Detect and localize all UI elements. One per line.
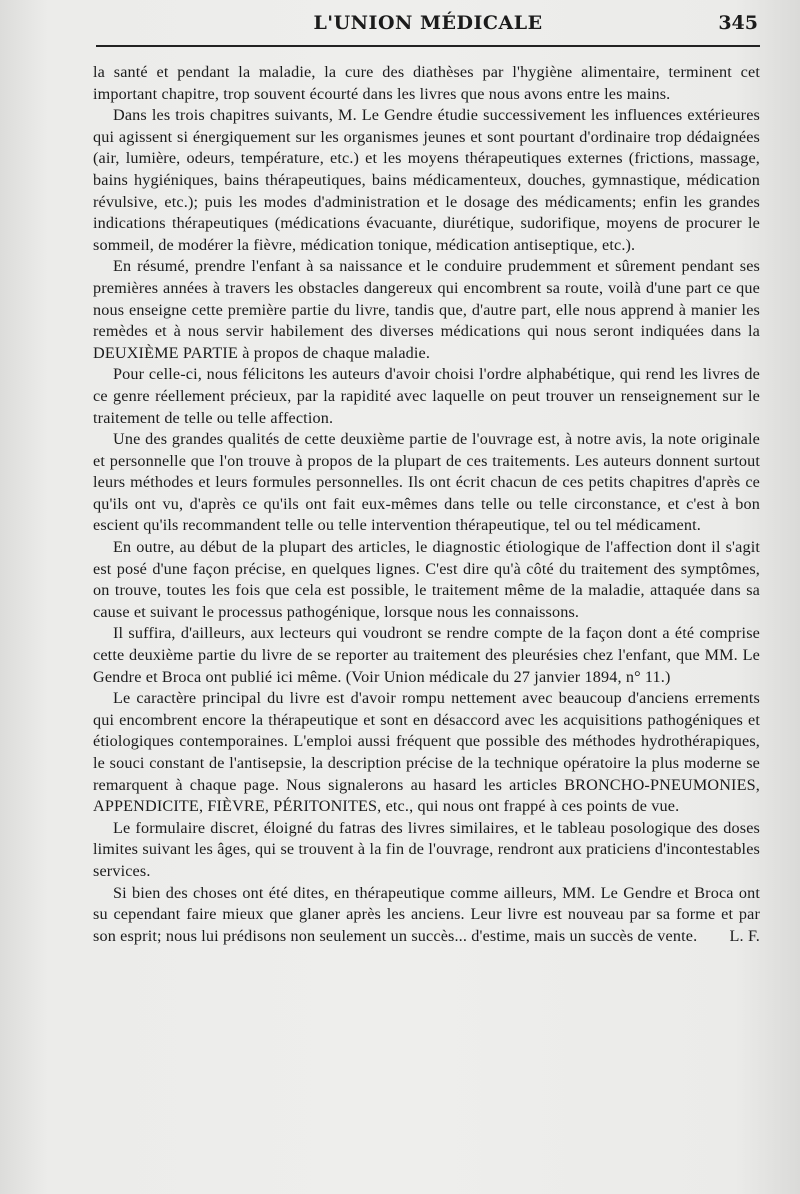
paragraph: En résumé, prendre l'enfant à sa naissance et le conduire prudemment et sûrement pendant ses premières années à travers les obstacles dangereux qui encombrent sa route, voilà d'une part ce que nous enseigne cette première partie du livre, tandis que, d'autre part, elle nous apprend à manier les remèdes et à nous servir habilement des diverses médications qui nous seront indiquées dans la DEUXIÈME PARTIE à propos de chaque maladie.	[93, 257, 760, 362]
paragraph: Le caractère principal du livre est d'avoir rompu nettement avec beaucoup d'anciens errements qui encombrent encore la thérapeutique et sont en désaccord avec les acquisitions pathogéniques et étiologiques contemporaines. L'emploi aussi fréquent que possible des méthodes hydrothérapiques, le souci constant de l'antisepsie, la description précise de la technique opératoire la plus moderne se remarquent à chaque page. Nous signalerons au hasard les articles BRONCHO-PNEUMONIES, APPENDICITE, FIÈVRE, PÉRITONITES, etc., qui nous ont frappé à ces points de vue.	[93, 689, 760, 816]
paragraph: Pour celle-ci, nous félicitons les auteurs d'avoir choisi l'ordre alphabétique, qui rend les livres de ce genre réellement précieux, par la rapidité avec laquelle on peut trouver un renseignement sur le traitement de telle ou telle affection.	[93, 365, 760, 427]
article-body	[93, 62, 760, 947]
running-title: L'UNION MÉDICALE	[313, 12, 543, 34]
paragraph: la santé et pendant la maladie, la cure des diathèses par l'hygiène alimentaire, terminent cet important chapitre, trop souvent écourté dans les livres que nous avons entre les mains.	[93, 63, 760, 103]
paragraph: Le formulaire discret, éloigné du fatras des livres similaires, et le tableau posologique des doses limites suivant les âges, qui se trouvent à la fin de l'ouvrage, rendront aux praticiens d'incontestables services.	[93, 818, 760, 880]
paragraph: Une des grandes qualités de cette deuxième partie de l'ouvrage est, à notre avis, la note originale et personnelle que l'on trouve à propos de la plupart de ces traitements. Les auteurs donnent surtout leurs méthodes et leurs formules personnelles. Ils ont écrit chacun de ces petits chapitres d'après ce qu'ils ont vu, d'après ce qu'ils ont fait eux-mêmes dans telle ou telle circonstance, et c'est à bon escient qu'ils recommandent telle ou telle intervention thérapeutique, tel ou tel médicament.	[93, 430, 760, 535]
author-signature: L. F.	[729, 926, 760, 945]
page-number: 345	[718, 12, 758, 34]
paragraph: Il suffira, d'ailleurs, aux lecteurs qui voudront se rendre compte de la façon dont a été comprise cette deuxième partie du livre de se reporter au traitement des pleurésies chez l'enfant, que MM. Le Gendre et Broca ont publié ici même. (Voir Union médicale du 27 janvier 1894, n° 11.)	[93, 624, 760, 686]
paragraph-text: Si bien des choses ont été dites, en thérapeutique comme ailleurs, MM. Le Gendre et Broca ont su cependant faire mieux que glaner après les anciens. Leur livre est nouveau par sa forme et par son esprit; nous lui prédisons non seulement un succès... d'estime, mais un succès de vente.	[93, 883, 760, 945]
header-rule	[96, 45, 760, 47]
closing-paragraph	[93, 883, 760, 948]
paragraph: Dans les trois chapitres suivants, M. Le Gendre étudie successivement les influences extérieures qui agissent si énergiquement sur les organismes jeunes et sont pourtant d'ordinaire trop dédaignées (air, lumière, odeurs, température, etc.) et les moyens thérapeutiques externes (frictions, massage, bains hygiéniques, bains thérapeutiques, bains médicamenteux, douches, gymnastique, médication révulsive, etc.); puis les modes d'administration et le dosage des médicaments; enfin les grandes indications thérapeutiques (médications évacuante, diurétique, sudorifique, moyens de procurer le sommeil, de modérer la fièvre, médication tonique, médication antiseptique, etc.).	[93, 106, 760, 254]
paragraph: En outre, au début de la plupart des articles, le diagnostic étiologique de l'affection dont il s'agit est posé d'une façon précise, en quelques lignes. C'est dire qu'à côté du traitement des symptômes, on trouve, toutes les fois que cela est possible, le traitement même de la maladie, attaquée dans sa cause et suivant le processus pathogénique, lorsque nous les connaissons.	[93, 538, 760, 621]
page-header	[96, 10, 760, 40]
